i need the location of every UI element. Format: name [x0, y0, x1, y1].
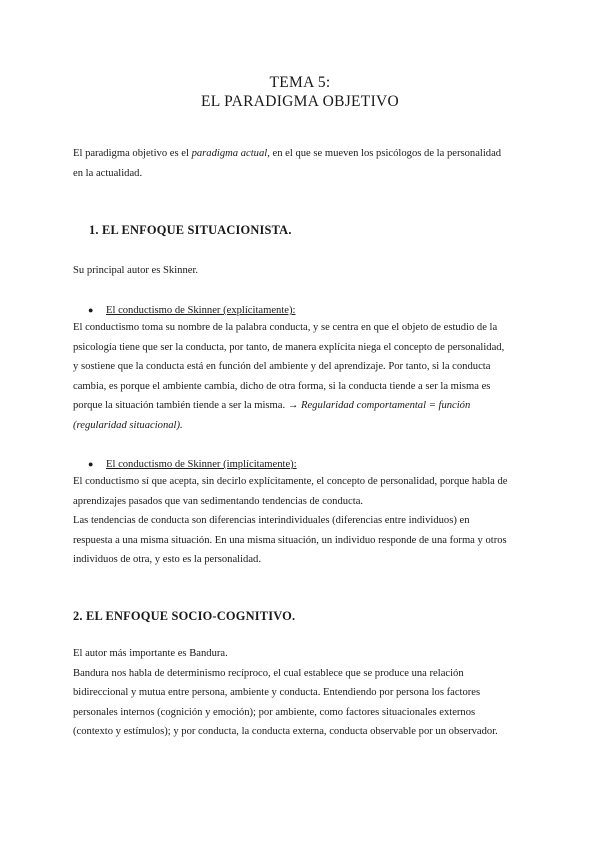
intro-line-1	[73, 144, 533, 164]
implicit-line-5: individuos de otra, y esto es la personalidad.	[73, 554, 261, 566]
bullet-explicit	[88, 302, 295, 319]
explicit-line-6-italic: (regularidad situacional).	[73, 419, 183, 431]
bullet-implicit	[88, 456, 297, 473]
bullet-implicit-label: El conductismo de Skinner (implícitamente):	[106, 459, 297, 470]
explicit-line-5	[73, 396, 533, 416]
explicit-line-6	[73, 416, 533, 436]
section-2-heading: 2. EL ENFOQUE SOCIO-COGNITIVO.	[73, 609, 296, 623]
intro-paragraph	[73, 144, 533, 183]
section-2-line-3: bidireccional y mutua entre persona, ambiente y conducta. Entendiendo por persona los factores	[73, 687, 481, 699]
explicit-line-5-text: porque la situación también tiende a ser la misma. →	[73, 400, 301, 412]
section-2-paragraph	[73, 644, 533, 742]
bullet-dot-icon: ●	[88, 459, 94, 469]
bullet-explicit-label: El conductismo de Skinner (explícitamente):	[106, 305, 296, 316]
implicit-line-2: aprendizajes pasados que van sedimentando tendencias de conducta.	[73, 495, 364, 507]
bullet-dot-icon: ●	[88, 305, 94, 315]
section-1-author-text: Su principal autor es Skinner.	[73, 265, 199, 276]
explicit-line-3: y sostiene que la conducta está en función del ambiente y del aprendizaje. Por tanto, si la conducta	[73, 361, 491, 373]
intro-italic: paradigma actual	[191, 148, 268, 159]
title-line-1: TEMA 5:	[269, 74, 331, 91]
explicit-line-1: El conductismo toma su nombre de la palabra conducta, y se centra en que el objeto de estudio de la	[73, 322, 498, 333]
implicit-line-4: respuesta a una misma situación. En una misma situación, un individuo responde de una forma y otros	[73, 534, 507, 546]
section-2-line-2: Bandura nos habla de determinismo recíproco, el cual establece que se produce una relación	[73, 667, 464, 679]
explicit-line-4: cambia, es porque el ambiente cambia, dicho de otra forma, si la conducta tiende a ser la misma es	[73, 380, 491, 392]
intro-text-c: , en el que se mueven los psicólogos de la personalidad	[267, 148, 502, 159]
explicit-line-5-italic: Regularidad comportamental = función	[301, 400, 471, 412]
explicit-line-2: psicología tiene que ser la conducta, por tanto, de manera explícita niega el concepto de personalidad,	[73, 341, 505, 353]
intro-text-a: El paradigma objetivo es el	[73, 148, 192, 159]
implicit-line-1: El conductismo sí que acepta, sin decirlo explícitamente, el concepto de personalidad, porque habla de	[73, 476, 508, 487]
section-2-line-1: El autor más importante es Bandura.	[73, 648, 228, 659]
section-2-line-4: personales internos (cognición y emoción); por ambiente, como factores situacionales externos	[73, 706, 476, 718]
title-line-2: EL PARADIGMA OBJETIVO	[200, 93, 400, 110]
intro-line-2: en la actualidad.	[73, 167, 143, 179]
section-1-author	[73, 261, 533, 281]
section-2-line-5: (contexto y estímulos); y por conducta, la conducta externa, conducta observable por un observador.	[73, 726, 498, 738]
explicit-paragraph	[73, 318, 533, 436]
implicit-line-3: Las tendencias de conducta son diferencias interindividuales (diferencias entre individuos) en	[73, 515, 470, 527]
section-1-heading: 1. EL ENFOQUE SITUACIONISTA.	[89, 223, 292, 237]
implicit-paragraph	[73, 472, 533, 570]
